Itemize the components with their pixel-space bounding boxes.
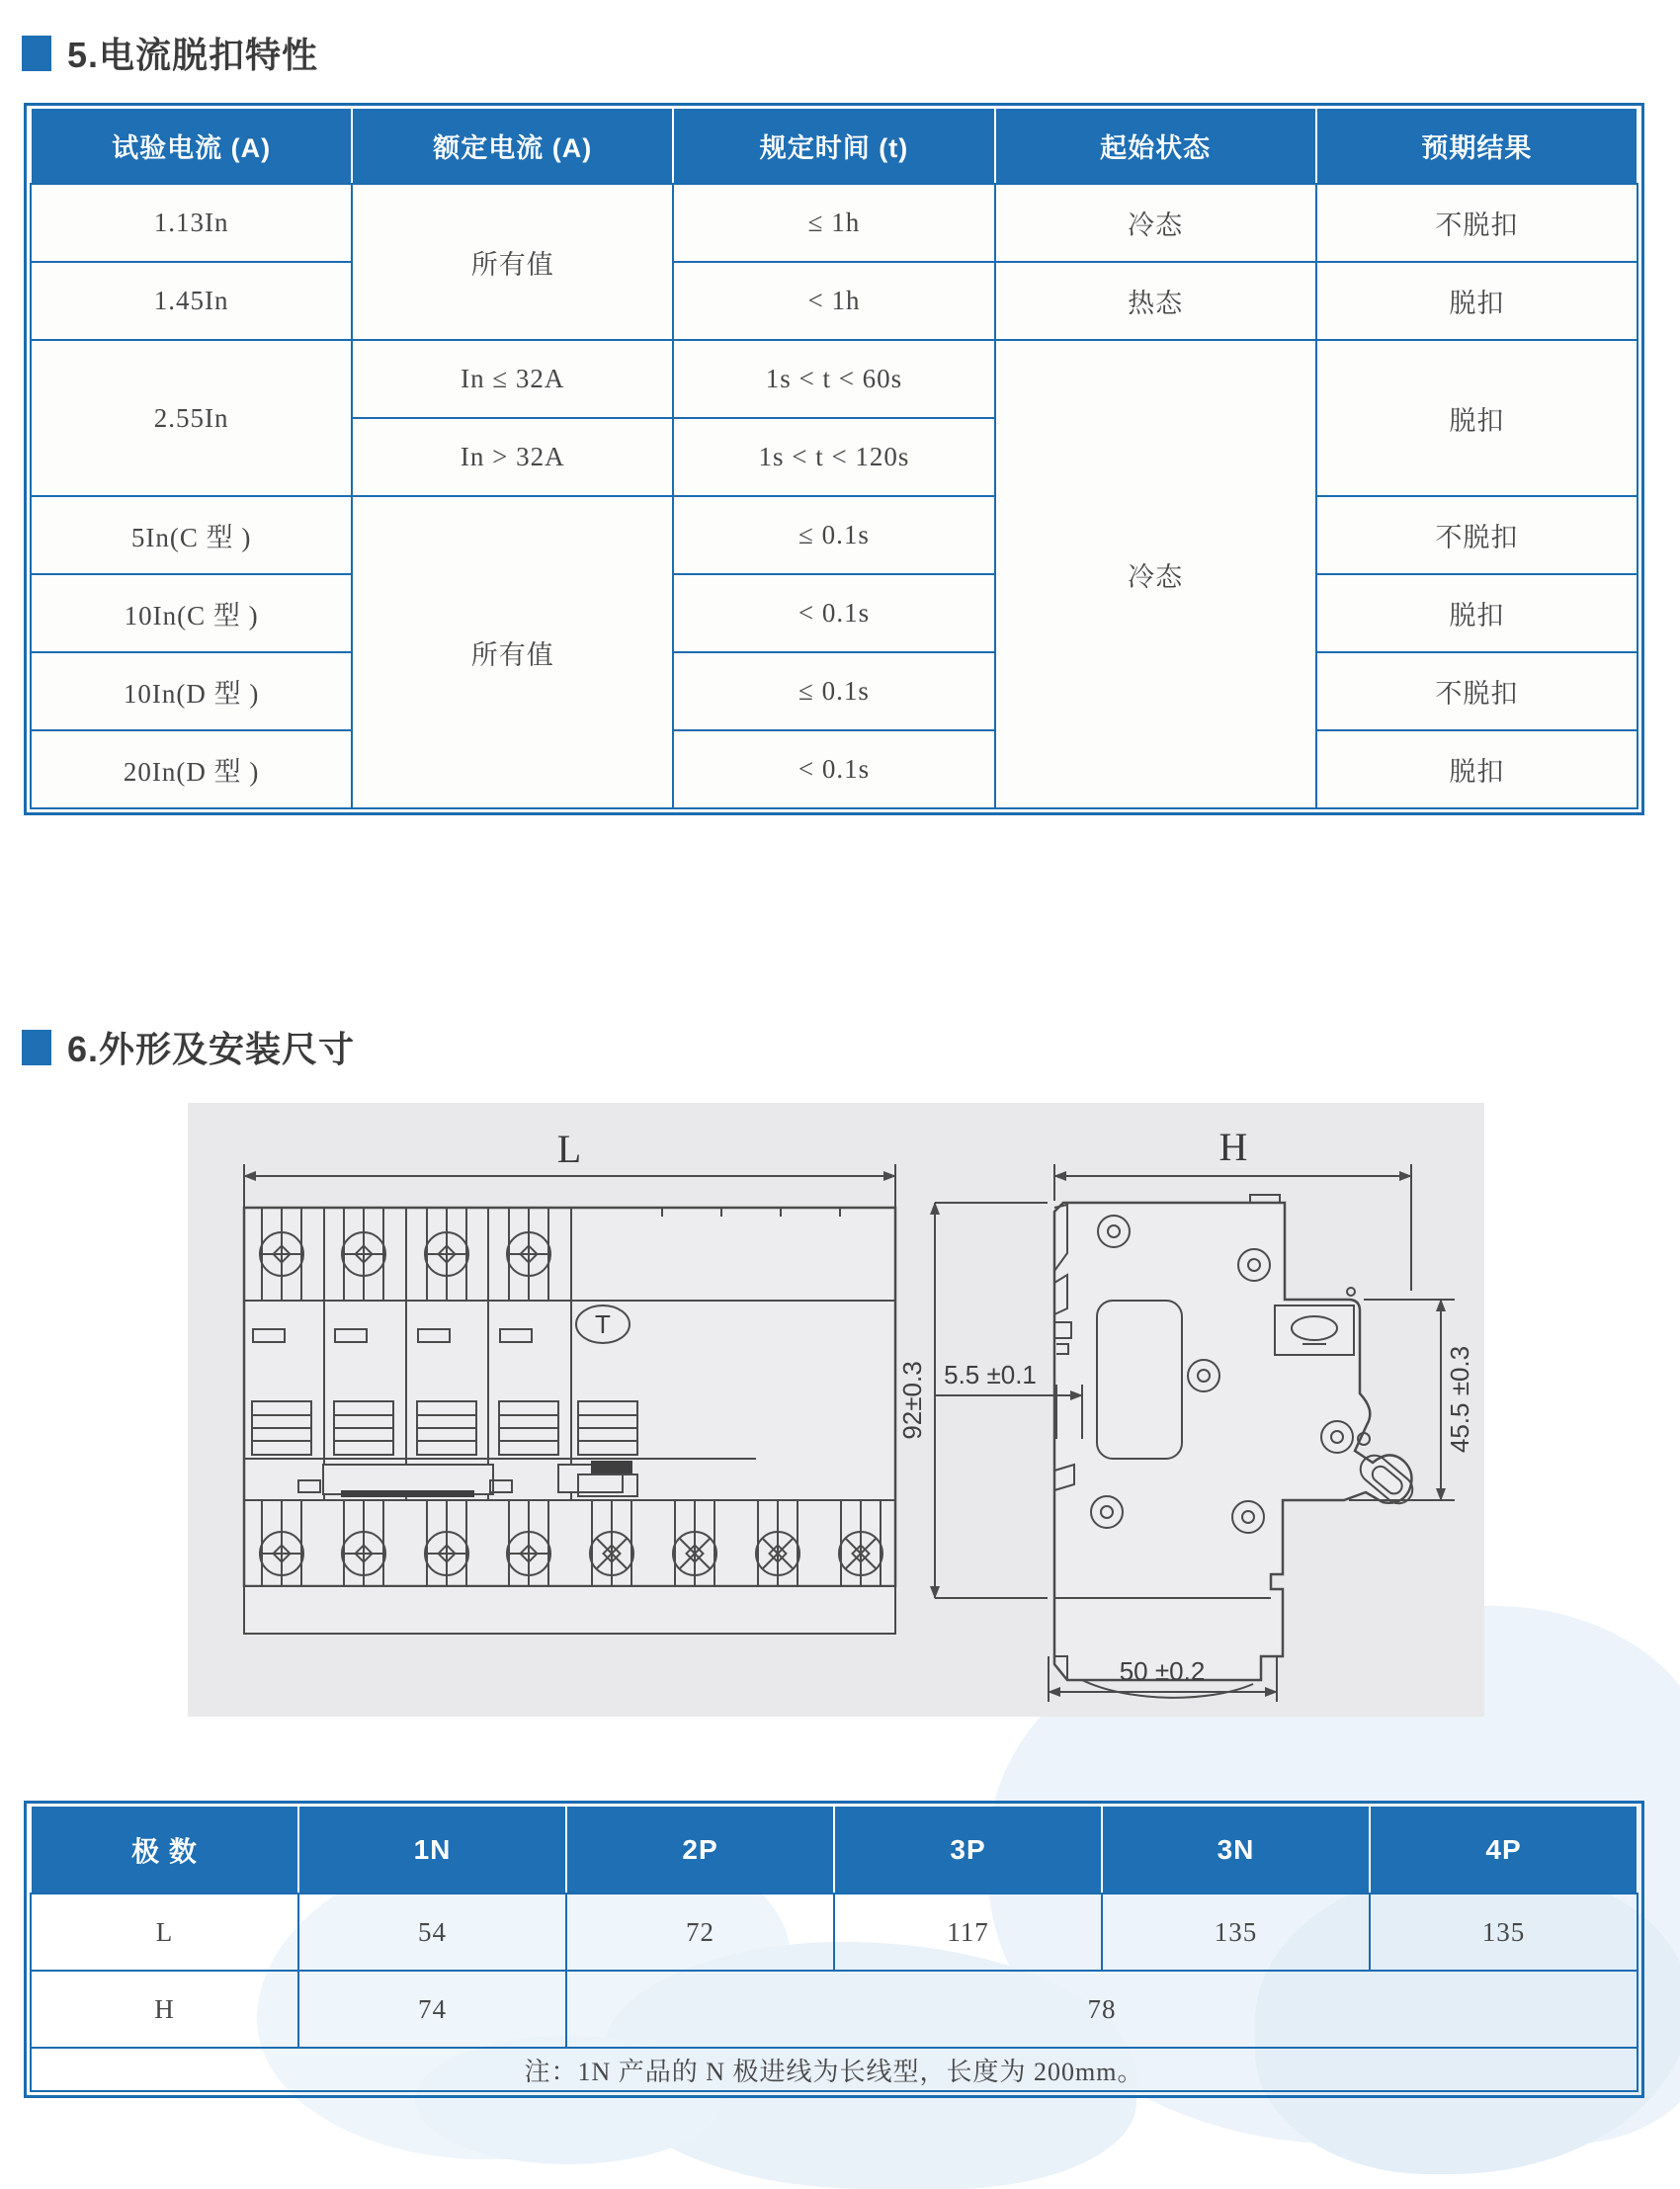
section-bullet-icon bbox=[22, 36, 51, 71]
cell-result: 不脱扣 bbox=[1316, 184, 1638, 262]
col-header-specified-time: 规定时间 (t) bbox=[673, 109, 994, 184]
cell-test-current: 5In(C 型 ) bbox=[31, 496, 352, 574]
cell-time: ≤ 0.1s bbox=[673, 652, 994, 730]
rail-offset-dim-label: 5.5 ±0.1 bbox=[944, 1360, 1037, 1389]
table-note: 注：1N 产品的 N 极进线为长线型，长度为 200mm。 bbox=[31, 2048, 1638, 2091]
col-header-1N: 1N bbox=[298, 1807, 566, 1894]
front-width-dim-label: L bbox=[556, 1127, 582, 1171]
row-label-H: H bbox=[31, 1971, 298, 2048]
table-row bbox=[31, 730, 1638, 808]
cell-result: 不脱扣 bbox=[1316, 652, 1638, 730]
section6-title: 6.外形及安装尺寸 bbox=[67, 1029, 356, 1069]
cell-time: ≤ 0.1s bbox=[673, 496, 994, 574]
row-label-L: L bbox=[31, 1894, 298, 1971]
col-header-4P: 4P bbox=[1370, 1807, 1638, 1894]
side-width-dim-label: H bbox=[1218, 1125, 1248, 1169]
col-header-rated-current: 额定电流 (A) bbox=[352, 109, 673, 184]
cell-rated-current: 所有值 bbox=[352, 184, 673, 340]
col-header-2P: 2P bbox=[566, 1807, 834, 1894]
front-view-drawing bbox=[244, 1127, 895, 1634]
col-header-poles: 极 数 bbox=[31, 1807, 298, 1894]
cell-time: 1s < t < 120s bbox=[673, 418, 994, 496]
pole-dimension-table bbox=[24, 1801, 1644, 2098]
cell-test-current: 2.55In bbox=[31, 340, 352, 496]
dimension-drawing-panel bbox=[188, 1103, 1484, 1717]
height-dim-label: 92±0.3 bbox=[897, 1361, 927, 1440]
cell-start-state: 热态 bbox=[995, 262, 1316, 340]
handle-height-dim-label: 45.5 ±0.3 bbox=[1445, 1345, 1474, 1454]
col-header-3P: 3P bbox=[834, 1807, 1102, 1894]
table-row bbox=[31, 1971, 1638, 2048]
cell-test-current: 20In(D 型 ) bbox=[31, 730, 352, 808]
table-header-row bbox=[31, 109, 1638, 184]
cell-test-current: 1.13In bbox=[31, 184, 352, 262]
section5-title: 5.电流脱扣特性 bbox=[67, 35, 319, 75]
cell-time: < 0.1s bbox=[673, 730, 994, 808]
cell-test-current: 10In(C 型 ) bbox=[31, 574, 352, 652]
table-row bbox=[31, 1894, 1638, 1971]
cell-time: < 0.1s bbox=[673, 574, 994, 652]
table-row bbox=[31, 574, 1638, 652]
cell-H-rest: 78 bbox=[566, 1971, 1638, 2048]
cell-result: 脱扣 bbox=[1316, 574, 1638, 652]
cell-time: ≤ 1h bbox=[673, 184, 994, 262]
cell-L-3P: 117 bbox=[834, 1894, 1102, 1971]
section6-heading bbox=[22, 1022, 355, 1072]
cell-test-current: 1.45In bbox=[31, 262, 352, 340]
cell-test-current: 10In(D 型 ) bbox=[31, 652, 352, 730]
cell-rated-current: In > 32A bbox=[352, 418, 673, 496]
cell-start-state: 冷态 bbox=[995, 184, 1316, 262]
col-header-test-current: 试验电流 (A) bbox=[31, 109, 352, 184]
test-button-label: T bbox=[595, 1309, 611, 1339]
cell-rated-current: 所有值 bbox=[352, 496, 673, 808]
table-row bbox=[31, 496, 1638, 574]
table-row bbox=[31, 262, 1638, 340]
col-header-3N: 3N bbox=[1102, 1807, 1370, 1894]
col-header-expected-result: 预期结果 bbox=[1316, 109, 1638, 184]
cell-result: 脱扣 bbox=[1316, 262, 1638, 340]
cell-L-3N: 135 bbox=[1102, 1894, 1370, 1971]
mount-depth-dim-label: 50 ±0.2 bbox=[1119, 1656, 1206, 1686]
cell-L-1N: 54 bbox=[298, 1894, 566, 1971]
cell-start-state: 冷态 bbox=[995, 340, 1316, 808]
table-row bbox=[31, 652, 1638, 730]
table-row bbox=[31, 2048, 1638, 2091]
cell-L-2P: 72 bbox=[566, 1894, 834, 1971]
trip-characteristics-table bbox=[24, 103, 1644, 815]
section5-heading bbox=[22, 28, 318, 78]
cell-L-4P: 135 bbox=[1370, 1894, 1638, 1971]
technical-drawing bbox=[188, 1103, 1484, 1717]
section-bullet-icon bbox=[22, 1030, 51, 1065]
cell-result: 不脱扣 bbox=[1316, 496, 1638, 574]
side-view-drawing bbox=[897, 1125, 1474, 1702]
cell-result: 脱扣 bbox=[1316, 340, 1638, 496]
cell-time: 1s < t < 60s bbox=[673, 340, 994, 418]
cell-result: 脱扣 bbox=[1316, 730, 1638, 808]
table-row bbox=[31, 184, 1638, 262]
table-row bbox=[31, 340, 1638, 418]
table-header-row bbox=[31, 1807, 1638, 1894]
cell-rated-current: In ≤ 32A bbox=[352, 340, 673, 418]
col-header-start-state: 起始状态 bbox=[995, 109, 1316, 184]
cell-time: < 1h bbox=[673, 262, 994, 340]
cell-H-1N: 74 bbox=[298, 1971, 566, 2048]
